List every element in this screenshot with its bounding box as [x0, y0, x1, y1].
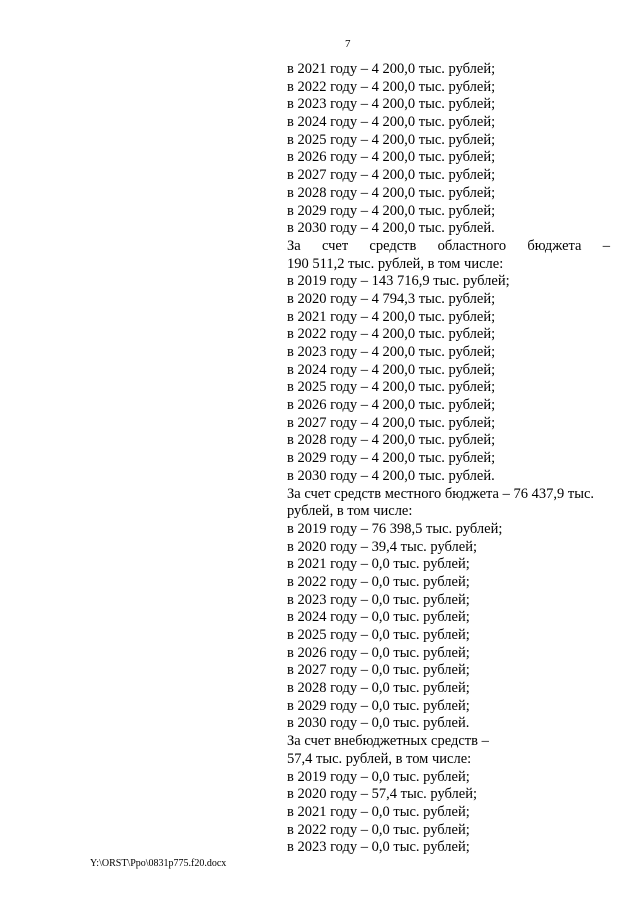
text-line: в 2029 году – 4 200,0 тыс. рублей; [287, 202, 496, 219]
section-heading-local: За счет средств местного бюджета – 76 437,9 тыс. [287, 485, 595, 502]
text-line: в 2019 году – 0,0 тыс. рублей; [287, 768, 470, 785]
text-line: в 2023 году – 4 200,0 тыс. рублей; [287, 96, 496, 113]
text-line: в 2028 году – 4 200,0 тыс. рублей; [287, 432, 496, 449]
page-number: 7 [345, 38, 351, 50]
text-line: 190 511,2 тыс. рублей, в том числе: [287, 255, 504, 272]
text-line: в 2019 году – 143 716,9 тыс. рублей; [287, 273, 510, 290]
footer-file-path: Y:\ORST\Ppo\0831p775.f20.docx [90, 858, 227, 869]
text-line: в 2021 году – 4 200,0 тыс. рублей; [287, 308, 496, 325]
text-line: в 2028 году – 0,0 тыс. рублей; [287, 680, 470, 697]
text-line: в 2026 году – 0,0 тыс. рублей; [287, 644, 470, 661]
text-line: в 2029 году – 4 200,0 тыс. рублей; [287, 450, 496, 467]
document-body [287, 61, 610, 857]
text-line: в 2026 году – 4 200,0 тыс. рублей; [287, 149, 496, 166]
text-line: в 2021 году – 0,0 тыс. рублей; [287, 803, 470, 820]
text-line: в 2030 году – 4 200,0 тыс. рублей. [287, 467, 495, 484]
text-line: в 2022 году – 0,0 тыс. рублей; [287, 573, 470, 590]
text-line: 57,4 тыс. рублей, в том числе: [287, 750, 472, 767]
text-line: в 2021 году – 0,0 тыс. рублей; [287, 556, 470, 573]
text-line: в 2025 году – 4 200,0 тыс. рублей; [287, 379, 496, 396]
text-line: в 2022 году – 4 200,0 тыс. рублей; [287, 326, 496, 343]
text-line: в 2027 году – 0,0 тыс. рублей; [287, 662, 470, 679]
text-line: в 2022 году – 4 200,0 тыс. рублей; [287, 78, 496, 95]
section-heading-regional: За счет средств областного бюджета – [287, 237, 610, 254]
text-line: в 2025 году – 0,0 тыс. рублей; [287, 627, 470, 643]
text-line: в 2029 году – 0,0 тыс. рублей; [287, 697, 470, 714]
text-line: в 2030 году – 0,0 тыс. рублей. [287, 715, 470, 732]
text-line: в 2020 году – 4 794,3 тыс. рублей; [287, 290, 496, 307]
text-line: в 2021 году – 4 200,0 тыс. рублей; [287, 61, 496, 77]
text-line: в 2024 году – 4 200,0 тыс. рублей; [287, 361, 496, 378]
text-line: в 2025 году – 4 200,0 тыс. рублей; [287, 131, 496, 148]
text-line: в 2023 году – 0,0 тыс. рублей; [287, 839, 470, 856]
section-heading-extrabudgetary: За счет внебюджетных средств – [287, 733, 489, 750]
text-line: в 2023 году – 4 200,0 тыс. рублей; [287, 344, 496, 360]
text-line: в 2028 году – 4 200,0 тыс. рублей; [287, 184, 496, 201]
text-line: в 2027 году – 4 200,0 тыс. рублей; [287, 414, 496, 431]
text-line: в 2023 году – 0,0 тыс. рублей; [287, 591, 470, 608]
text-line: в 2027 году – 4 200,0 тыс. рублей; [287, 167, 496, 184]
text-line: в 2026 году – 4 200,0 тыс. рублей; [287, 397, 496, 414]
text-line: в 2024 году – 4 200,0 тыс. рублей; [287, 114, 496, 131]
text-line: рублей, в том числе: [287, 503, 413, 520]
text-line: в 2022 году – 0,0 тыс. рублей; [287, 821, 470, 838]
text-line: в 2019 году – 76 398,5 тыс. рублей; [287, 520, 503, 537]
text-line: в 2024 году – 0,0 тыс. рублей; [287, 609, 470, 626]
text-line: в 2030 году – 4 200,0 тыс. рублей. [287, 220, 495, 237]
text-line: в 2020 году – 39,4 тыс. рублей; [287, 538, 478, 555]
text-line: в 2020 году – 57,4 тыс. рублей; [287, 786, 478, 803]
